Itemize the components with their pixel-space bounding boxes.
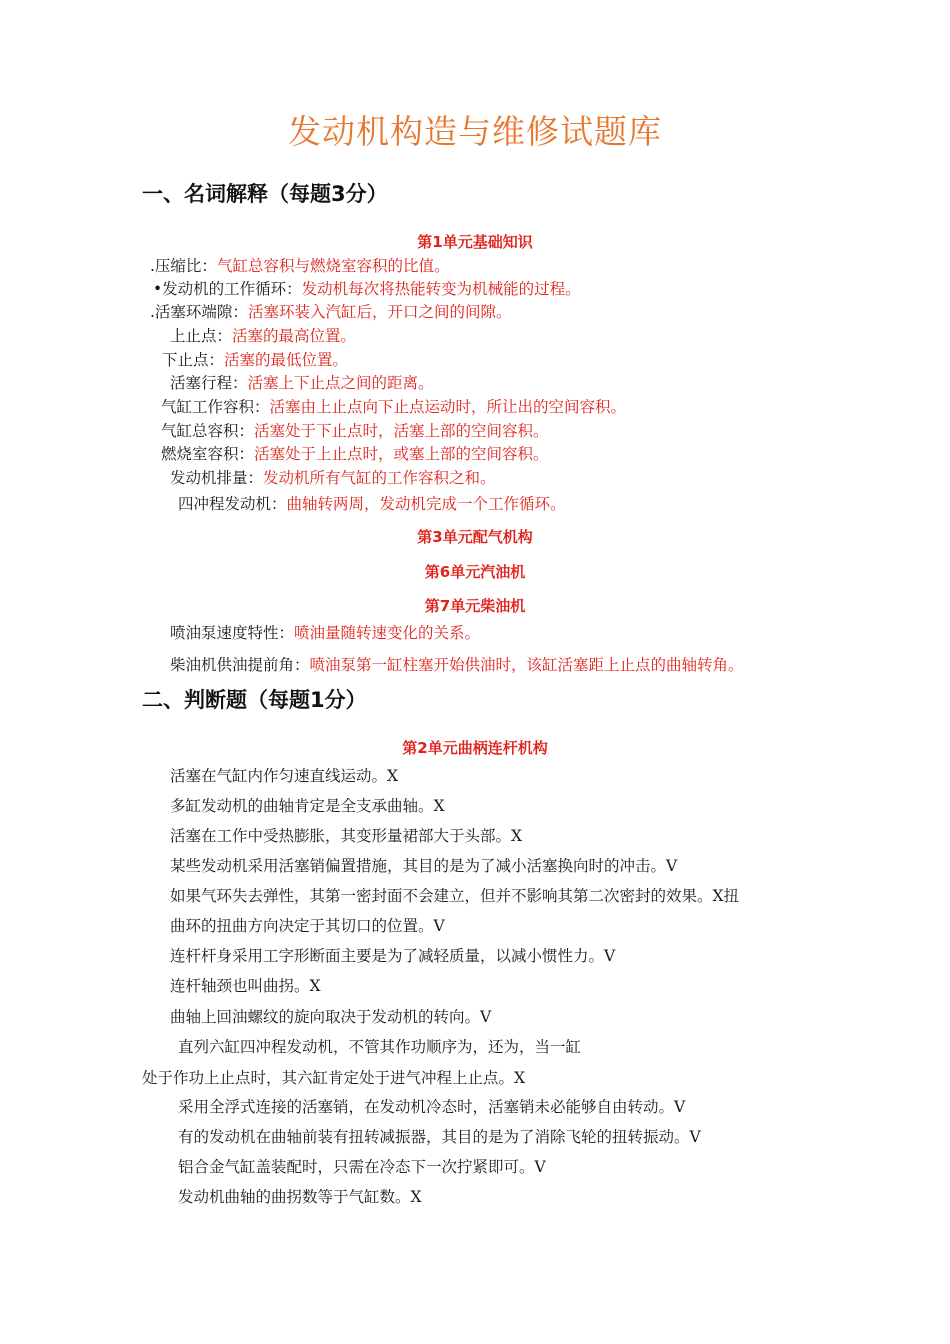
question-item: 曲环的扭曲方向决定于其切口的位置。V <box>170 917 445 935</box>
definition-text: 活塞环装入汽缸后，开口之间的间隙。 <box>247 303 512 321</box>
document-title: 发动机构造与维修试题库 <box>288 112 662 151</box>
definition-term: 下止点： <box>162 351 225 369</box>
definition-term: 发动机排量： <box>170 469 264 487</box>
question-item: 处于作功上止点时，其六缸肯定处于进气冲程上止点。X <box>142 1069 526 1087</box>
question-item: 连杆杆身采用工字形断面主要是为了减轻质量，以减小惯性力。V <box>170 947 616 965</box>
definition-text: 活塞由上止点向下止点运动时，所让出的空间容积。 <box>269 398 627 416</box>
question-item: 曲轴上回油螺纹的旋向取决于发动机的转向。V <box>170 1008 492 1026</box>
question-item: 活塞在工作中受热膨胀，其变形量裙部大于头部。X <box>170 827 523 845</box>
question-item: 直列六缸四冲程发动机，不管其作功顺序为，还为，当一缸 <box>178 1038 582 1056</box>
unit-heading-3: 第3单元配气机构 <box>417 528 533 546</box>
definition-item <box>153 279 581 299</box>
definition-item <box>161 397 626 417</box>
definition-text: 喷油量随转速变化的关系。 <box>294 624 481 642</box>
question-item: 如果气环失去弹性，其第一密封面不会建立，但并不影响其第二次密封的效果。X扭 <box>170 887 740 905</box>
definition-item <box>150 256 449 276</box>
definition-term: .压缩比： <box>150 257 217 275</box>
definition-text: 发动机所有气缸的工作容积之和。 <box>263 469 496 487</box>
definition-item <box>170 468 496 488</box>
question-item: 活塞在气缸内作匀速直线运动。X <box>170 767 399 785</box>
section-heading-definitions: 一、名词解释（每题3分） <box>142 182 388 206</box>
definition-item <box>178 494 566 514</box>
definition-text: 发动机每次将热能转变为机械能的过程。 <box>301 280 581 298</box>
definition-term: 活塞行程： <box>170 374 248 392</box>
definition-text: 活塞处于下止点时，活塞上部的空间容积。 <box>254 422 549 440</box>
section-heading-true-false: 二、判断题（每题1分） <box>142 688 367 712</box>
question-item: 铝合金气缸盖装配时，只需在冷态下一次拧紧即可。V <box>178 1158 546 1176</box>
unit-heading-6: 第6单元汽油机 <box>424 563 526 581</box>
definition-term: 上止点： <box>170 327 233 345</box>
definition-text: 气缸总容积与燃烧室容积的比值。 <box>216 257 450 275</box>
definition-item <box>170 655 744 675</box>
definition-term: 气缸工作容积： <box>161 398 270 416</box>
definition-text: 曲轴转两周，发动机完成一个工作循环。 <box>286 495 566 513</box>
definition-item <box>170 326 356 346</box>
definition-term: 气缸总容积： <box>161 422 255 440</box>
question-item: 有的发动机在曲轴前装有扭转减振器，其目的是为了消除飞轮的扭转振动。V <box>178 1128 701 1146</box>
definition-text: 喷油泵第一缸柱塞开始供油时，该缸活塞距上止点的曲轴转角。 <box>309 656 744 674</box>
definition-term: 喷油泵速度特性： <box>170 624 295 642</box>
question-item: 发动机曲轴的曲拐数等于气缸数。X <box>178 1188 422 1206</box>
question-item: 连杆轴颈也叫曲拐。X <box>170 977 321 995</box>
definition-item <box>161 444 549 464</box>
definition-term: .活塞环端隙： <box>150 303 248 321</box>
definition-term: •发动机的工作循环： <box>153 280 302 298</box>
definition-text: 活塞的最低位置。 <box>224 351 349 369</box>
unit-heading-7: 第7单元柴油机 <box>424 597 526 615</box>
definition-text: 活塞处于上止点时，或塞上部的空间容积。 <box>254 445 549 463</box>
definition-term: 柴油机供油提前角： <box>170 656 310 674</box>
definition-term: 燃烧室容积： <box>161 445 255 463</box>
unit-heading-1: 第1单元基础知识 <box>417 233 533 251</box>
definition-text: 活塞上下止点之间的距离。 <box>247 374 434 392</box>
definition-item <box>162 350 348 370</box>
question-item: 某些发动机采用活塞销偏置措施，其目的是为了减小活塞换向时的冲击。V <box>170 857 678 875</box>
definition-item <box>170 623 480 643</box>
question-item: 多缸发动机的曲轴肯定是全支承曲轴。X <box>170 797 445 815</box>
definition-term: 四冲程发动机： <box>178 495 287 513</box>
definition-text: 活塞的最高位置。 <box>232 327 357 345</box>
definition-item <box>150 302 511 322</box>
definition-item <box>170 373 434 393</box>
definition-item <box>161 421 549 441</box>
question-item: 采用全浮式连接的活塞销，在发动机冷态时，活塞销未必能够自由转动。V <box>178 1098 686 1116</box>
unit-heading-2: 第2单元曲柄连杆机构 <box>402 739 548 757</box>
